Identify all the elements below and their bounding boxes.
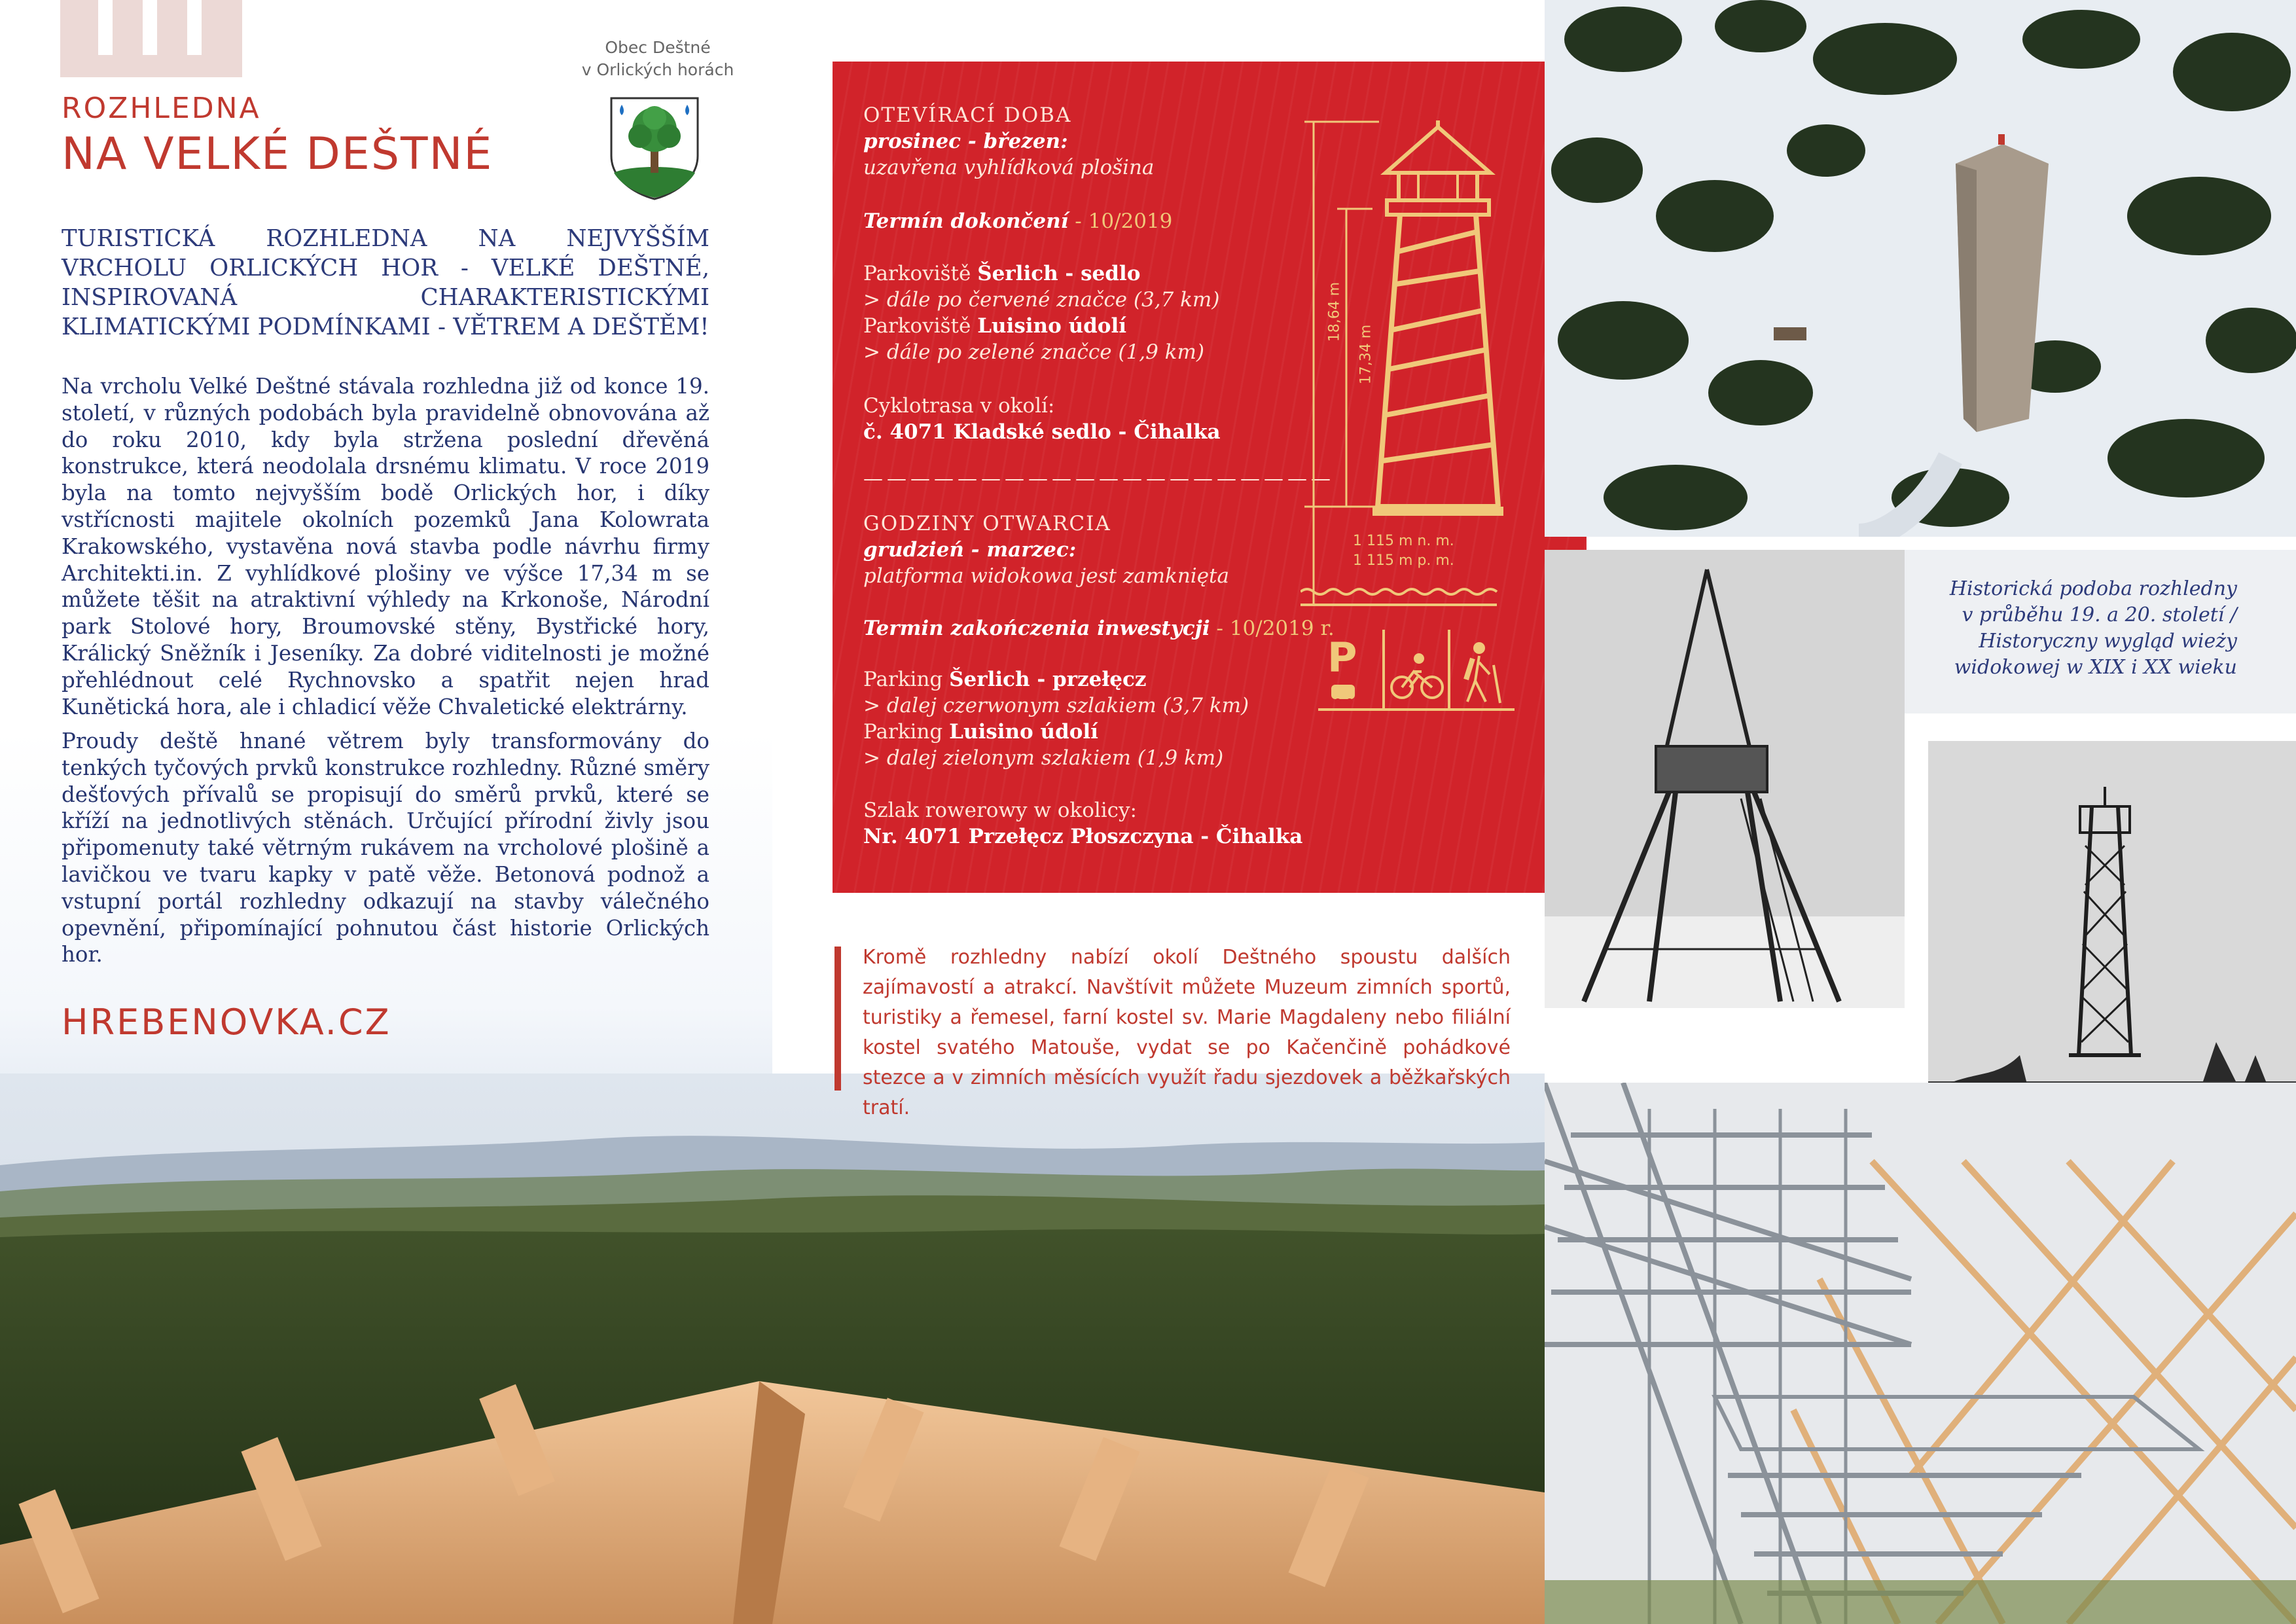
hiker-icon [1466,642,1500,703]
pictograms [1318,626,1515,717]
parking2-name-cz: Luisino údolí [977,314,1127,338]
parking1-prefix-pl: Parking [863,668,950,691]
website-link[interactable]: HREBENOVKA.CZ [62,1001,391,1043]
parking-icon [1331,685,1355,705]
altitude-pl-label: 1 115 m p. m. [1353,552,1454,569]
parking2-route-pl: > dalej zielonym szlakiem (1,9 km) [863,746,1224,770]
height-platform-label: 17,34 m [1357,324,1374,385]
aerial-winter-photo [1545,0,2296,537]
historical-caption-cz-line1: Historická podoba rozhledny [1949,577,2237,600]
closed-months-pl: grudzień - marzec: [863,538,1077,562]
opening-hours-pl [863,511,1335,589]
cycle-route-value-pl: Nr. 4071 Przełęcz Płoszczyna - Čihalka [863,825,1303,848]
coat-of-arms-caption-line1: Obec Deštné [605,38,711,57]
parking2-route-cz: > dále po zelené značce (1,9 km) [863,340,1204,364]
parking1-prefix-cz: Parkoviště [863,262,978,285]
completion-label-cz: Termín dokončení [863,209,1069,233]
historical-caption-cz-line2: v průběhu 19. a 20. století / [1962,604,2237,626]
body-paragraph-1: Na vrcholu Velké Deštné stávala rozhledna již od konce 19. století, v různých podobách byla pravidelně obnovována až do roku 2010, kdy byla stržena poslední dřevěná konstrukce, která neodolala drsnému klimatu. V roce 2019 byla na tomto nejvyšším bodě Orlických hor, i díky vstřícnosti majitele okolních pozemků Jana Kolowrata Krakowského, vystavěna nová stavba podle návrhu firmy Architekti.in. Z vyhlídkové plošiny ve výšce 17,34 m se můžete těšit na atraktivní výhledy na Krkonoše, Národní park Stolové hory, Broumovské stěny, Bystřické hory, Králický Sněžník i Jeseníky. Za dobré viditelnosti je možné přehlédnout celé Rychnovsko a spatřit nejen hrad Kunětická hora, ale i chladicí věže Chvaletické elektrárny. [62,374,709,719]
parking2-prefix-pl: Parking [863,720,950,744]
cycle-route-pl [863,797,1335,850]
historical-caption-pl-line2: widokowej w XIX i XX wieku [1954,656,2237,679]
landscape-photo [0,1074,1545,1624]
parking-pl [863,666,1335,771]
height-total-label: 18,64 m [1326,281,1343,342]
parking-letter: P [1327,634,1357,681]
note-accent-bar [834,947,841,1091]
closed-note-cz: uzavřena vyhlídková plošina [863,156,1155,179]
cycle-route-value-cz: č. 4071 Kladské sedlo - Čihalka [863,420,1221,444]
closed-months-cz: prosinec - březen: [863,130,1068,153]
parking-cz [863,261,1335,365]
opening-hours-cz [863,102,1335,181]
body-paragraph-2: Proudy deště hnané větrem byly transformovány do tenkých tyčových prvků konstrukce rozhledny. Různé směry dešťových přívalů se propisují do směrů prvků, které se kříží na jednotlivých stěnách. Určující přírodní živly jsou připomenuty také větrným rukávem na vrcholové plošině a lavičkou ve tvaru kapky v patě věže. Betonová podnož a vstupní portál rozhledny odkazují na stavby válečného opevnění, připomínající pohnutou část historie Orlických hor. [62,729,709,967]
info-box [833,62,1587,893]
completion-value-pl: - 10/2019 r. [1210,617,1335,640]
page-title: NA VELKÉ DEŠTNÉ [62,128,493,180]
coat-of-arms-caption [569,37,746,81]
historical-photo-1 [1545,550,1905,1008]
tower-interior-photo [1545,1083,2296,1624]
intro-heading: TURISTICKÁ ROZHLEDNA NA NEJVYŠŠÍM VRCHOLU ORLICKÝCH HOR - VELKÉ DEŠTNÉ, INSPIROVANÁ CHARAKTERISTICKÝMI KLIMATICKÝMI PODMÍNKAMI - VĚTREM A DEŠTĚM! [62,225,709,340]
opening-heading-pl: GODZINY OTWARCIA [863,512,1111,535]
parking1-route-pl: > dalej czerwonym szlakiem (3,7 km) [863,694,1249,717]
parking1-name-cz: Šerlich - sedlo [977,262,1141,285]
cycle-route-cz [863,393,1335,445]
completion-value-cz: - 10/2019 [1068,209,1173,233]
nearby-attractions-note: Kromě rozhledny nabízí okolí Deštného spoustu dalších zajímavostí a atrakcí. Navštívit můžete Muzeum zimních sportů, turistiky a řemesel, farní kostel sv. Marie Magdaleny nebo filiální kostel svatého Matouše, vydat se po Kačenčině pohádkové stezce a v zimních měsících využít řadu sjezdovek a běžkařských tratí. [863,946,1511,1119]
parking1-name-pl: Šerlich - przełęcz [949,668,1147,691]
historical-caption-pl-line1: Historyczny wygląd wieży [1979,630,2237,653]
header-decoration [60,0,242,77]
parking2-name-pl: Luisino údolí [949,720,1098,744]
tower-height-diagram [1300,120,1575,618]
parking2-prefix-cz: Parkoviště [863,314,978,338]
opening-heading-cz: OTEVÍRACÍ DOBA [863,103,1072,127]
parking1-route-cz: > dále po červené značce (3,7 km) [863,288,1220,312]
cycle-label-cz: Cyklotrasa v okolí: [863,394,1055,418]
completion-label-pl: Termin zakończenia inwestycji [863,617,1210,640]
cycle-label-pl: Szlak rowerowy w okolicy: [863,799,1138,822]
closed-note-pl: platforma widokowa jest zamknięta [863,564,1229,588]
completion-cz [863,208,1335,234]
historical-caption [1918,576,2237,681]
altitude-cz-label: 1 115 m n. m. [1353,533,1454,549]
completion-pl [863,615,1335,641]
title-line1: ROZHLEDNA [62,92,261,125]
coat-of-arms-caption-line2: v Orlických horách [581,60,734,79]
divider: ———————————————————— [863,467,1335,490]
coat-of-arms-logo [609,96,700,200]
bicycle-icon [1391,653,1443,698]
